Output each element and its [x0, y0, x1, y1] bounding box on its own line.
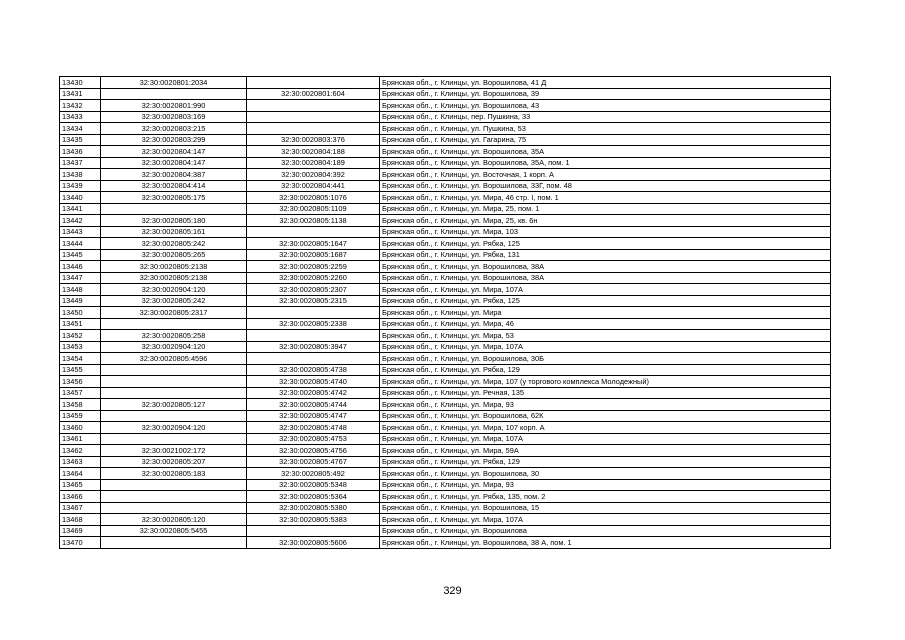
land-cadastral-number-cell: 32:30:0020805:207	[101, 456, 247, 468]
land-cadastral-number-cell: 32:30:0020904:120	[101, 284, 247, 296]
row-number-cell: 13461	[60, 433, 101, 445]
land-cadastral-number-cell	[101, 479, 247, 491]
address-cell: Брянская обл., г. Клинцы, ул. Рябка, 129	[380, 456, 831, 468]
land-cadastral-number-cell: 32:30:0020805:180	[101, 215, 247, 227]
object-cadastral-number-cell	[247, 226, 380, 238]
row-number-cell: 13445	[60, 249, 101, 261]
row-number-cell: 13440	[60, 192, 101, 204]
row-number-cell: 13431	[60, 88, 101, 100]
row-number-cell: 13442	[60, 215, 101, 227]
land-cadastral-number-cell	[101, 376, 247, 388]
address-cell: Брянская обл., г. Клинцы, ул. Ворошилова, 38 А, пом. 1	[380, 537, 831, 549]
table-row	[60, 123, 831, 135]
row-number-cell: 13432	[60, 100, 101, 112]
row-number-cell: 13439	[60, 180, 101, 192]
land-cadastral-number-cell: 32:30:0020805:5455	[101, 525, 247, 537]
table-row	[60, 353, 831, 365]
address-cell: Брянская обл., г. Клинцы, ул. Рябка, 135, пом. 2	[380, 491, 831, 503]
row-number-cell: 13454	[60, 353, 101, 365]
table-row	[60, 157, 831, 169]
land-cadastral-number-cell: 32:30:0020803:299	[101, 134, 247, 146]
address-cell: Брянская обл., г. Клинцы, ул. Ворошилова, 15	[380, 502, 831, 514]
row-number-cell: 13451	[60, 318, 101, 330]
row-number-cell: 13441	[60, 203, 101, 215]
address-cell: Брянская обл., г. Клинцы, ул. Мира, 53	[380, 330, 831, 342]
object-cadastral-number-cell: 32:30:0020805:5606	[247, 537, 380, 549]
address-cell: Брянская обл., г. Клинцы, ул. Мира, 25, кв. 6н	[380, 215, 831, 227]
land-cadastral-number-cell	[101, 203, 247, 215]
table-row	[60, 422, 831, 434]
object-cadastral-number-cell: 32:30:0020801:604	[247, 88, 380, 100]
table-row	[60, 399, 831, 411]
table-row	[60, 525, 831, 537]
table-row	[60, 445, 831, 457]
row-number-cell: 13460	[60, 422, 101, 434]
row-number-cell: 13446	[60, 261, 101, 273]
object-cadastral-number-cell: 32:30:0020805:2260	[247, 272, 380, 284]
table-row	[60, 284, 831, 296]
object-cadastral-number-cell: 32:30:0020805:2315	[247, 295, 380, 307]
land-cadastral-number-cell	[101, 318, 247, 330]
object-cadastral-number-cell: 32:30:0020805:2259	[247, 261, 380, 273]
object-cadastral-number-cell: 32:30:0020805:1109	[247, 203, 380, 215]
object-cadastral-number-cell: 32:30:0020805:4740	[247, 376, 380, 388]
object-cadastral-number-cell: 32:30:0020805:5348	[247, 479, 380, 491]
table-row	[60, 318, 831, 330]
table-row	[60, 111, 831, 123]
table-row	[60, 238, 831, 250]
table-row	[60, 134, 831, 146]
object-cadastral-number-cell: 32:30:0020805:4767	[247, 456, 380, 468]
land-cadastral-number-cell	[101, 491, 247, 503]
row-number-cell: 13453	[60, 341, 101, 353]
land-cadastral-number-cell: 32:30:0020904:120	[101, 422, 247, 434]
row-number-cell: 13436	[60, 146, 101, 158]
land-cadastral-number-cell	[101, 433, 247, 445]
row-number-cell: 13463	[60, 456, 101, 468]
row-number-cell: 13430	[60, 77, 101, 89]
address-cell: Брянская обл., г. Клинцы, пер. Пушкина, 33	[380, 111, 831, 123]
object-cadastral-number-cell: 32:30:0020805:5364	[247, 491, 380, 503]
row-number-cell: 13465	[60, 479, 101, 491]
object-cadastral-number-cell: 32:30:0020804:189	[247, 157, 380, 169]
object-cadastral-number-cell: 32:30:0020803:376	[247, 134, 380, 146]
row-number-cell: 13458	[60, 399, 101, 411]
address-cell: Брянская обл., г. Клинцы, ул. Мира, 103	[380, 226, 831, 238]
land-cadastral-number-cell: 32:30:0020805:242	[101, 238, 247, 250]
table-row	[60, 249, 831, 261]
land-cadastral-number-cell: 32:30:0020805:183	[101, 468, 247, 480]
row-number-cell: 13450	[60, 307, 101, 319]
object-cadastral-number-cell: 32:30:0020805:4744	[247, 399, 380, 411]
table-row	[60, 364, 831, 376]
object-cadastral-number-cell: 32:30:0020805:1687	[247, 249, 380, 261]
row-number-cell: 13443	[60, 226, 101, 238]
object-cadastral-number-cell: 32:30:0020804:188	[247, 146, 380, 158]
address-cell: Брянская обл., г. Клинцы, ул. Рябка, 131	[380, 249, 831, 261]
address-cell: Брянская обл., г. Клинцы, ул. Мира, 93	[380, 399, 831, 411]
address-cell: Брянская обл., г. Клинцы, ул. Ворошилова	[380, 525, 831, 537]
address-cell: Брянская обл., г. Клинцы, ул. Мира, 46 стр. I, пом. 1	[380, 192, 831, 204]
address-cell: Брянская обл., г. Клинцы, ул. Мира, 46	[380, 318, 831, 330]
land-cadastral-number-cell: 32:30:0020805:242	[101, 295, 247, 307]
table-row	[60, 272, 831, 284]
address-cell: Брянская обл., г. Клинцы, ул. Речная, 135	[380, 387, 831, 399]
table-row	[60, 502, 831, 514]
row-number-cell: 13455	[60, 364, 101, 376]
row-number-cell: 13438	[60, 169, 101, 181]
land-cadastral-number-cell: 32:30:0020804:147	[101, 146, 247, 158]
object-cadastral-number-cell	[247, 330, 380, 342]
address-cell: Брянская обл., г. Клинцы, ул. Ворошилова, 35А	[380, 146, 831, 158]
address-cell: Брянская обл., г. Клинцы, ул. Мира, 59А	[380, 445, 831, 457]
page-number: 329	[443, 585, 462, 597]
land-cadastral-number-cell: 32:30:0020805:175	[101, 192, 247, 204]
table-row	[60, 88, 831, 100]
registry-table	[59, 76, 831, 549]
land-cadastral-number-cell: 32:30:0021002:172	[101, 445, 247, 457]
object-cadastral-number-cell: 32:30:0020805:1647	[247, 238, 380, 250]
object-cadastral-number-cell: 32:30:0020805:5380	[247, 502, 380, 514]
address-cell: Брянская обл., г. Клинцы, ул. Ворошилова, 30Б	[380, 353, 831, 365]
row-number-cell: 13444	[60, 238, 101, 250]
object-cadastral-number-cell: 32:30:0020805:3947	[247, 341, 380, 353]
table-row	[60, 77, 831, 89]
object-cadastral-number-cell: 32:30:0020805:4748	[247, 422, 380, 434]
table-row	[60, 479, 831, 491]
object-cadastral-number-cell	[247, 307, 380, 319]
address-cell: Брянская обл., г. Клинцы, ул. Ворошилова, 62К	[380, 410, 831, 422]
address-cell: Брянская обл., г. Клинцы, ул. Мира	[380, 307, 831, 319]
address-cell: Брянская обл., г. Клинцы, ул. Мира, 107 корп. А	[380, 422, 831, 434]
row-number-cell: 13459	[60, 410, 101, 422]
address-cell: Брянская обл., г. Клинцы, ул. Пушкина, 53	[380, 123, 831, 135]
table-row	[60, 387, 831, 399]
land-cadastral-number-cell: 32:30:0020805:4596	[101, 353, 247, 365]
address-cell: Брянская обл., г. Клинцы, ул. Восточная, 1 корп. А	[380, 169, 831, 181]
land-cadastral-number-cell: 32:30:0020803:169	[101, 111, 247, 123]
land-cadastral-number-cell: 32:30:0020805:127	[101, 399, 247, 411]
object-cadastral-number-cell	[247, 77, 380, 89]
table-row	[60, 376, 831, 388]
address-cell: Брянская обл., г. Клинцы, ул. Ворошилова, 38А	[380, 261, 831, 273]
row-number-cell: 13452	[60, 330, 101, 342]
land-cadastral-number-cell	[101, 502, 247, 514]
land-cadastral-number-cell	[101, 364, 247, 376]
row-number-cell: 13437	[60, 157, 101, 169]
address-cell: Брянская обл., г. Клинцы, ул. Мира, 107А	[380, 433, 831, 445]
table-row	[60, 456, 831, 468]
object-cadastral-number-cell: 32:30:0020804:441	[247, 180, 380, 192]
land-cadastral-number-cell	[101, 537, 247, 549]
table-row	[60, 433, 831, 445]
object-cadastral-number-cell	[247, 353, 380, 365]
address-cell: Брянская обл., г. Клинцы, ул. Мира, 107А	[380, 284, 831, 296]
row-number-cell: 13462	[60, 445, 101, 457]
land-cadastral-number-cell: 32:30:0020801:2034	[101, 77, 247, 89]
object-cadastral-number-cell	[247, 123, 380, 135]
address-cell: Брянская обл., г. Клинцы, ул. Ворошилова, 39	[380, 88, 831, 100]
object-cadastral-number-cell	[247, 100, 380, 112]
address-cell: Брянская обл., г. Клинцы, ул. Рябка, 125	[380, 238, 831, 250]
row-number-cell: 13469	[60, 525, 101, 537]
object-cadastral-number-cell: 32:30:0020805:2307	[247, 284, 380, 296]
land-cadastral-number-cell: 32:30:0020804:387	[101, 169, 247, 181]
table-row	[60, 261, 831, 273]
row-number-cell: 13457	[60, 387, 101, 399]
land-cadastral-number-cell: 32:30:0020805:161	[101, 226, 247, 238]
table-row	[60, 169, 831, 181]
object-cadastral-number-cell: 32:30:0020805:4753	[247, 433, 380, 445]
object-cadastral-number-cell: 32:30:0020804:392	[247, 169, 380, 181]
address-cell: Брянская обл., г. Клинцы, ул. Ворошилова, 43	[380, 100, 831, 112]
address-cell: Брянская обл., г. Клинцы, ул. Ворошилова, 33Г, пом. 48	[380, 180, 831, 192]
object-cadastral-number-cell	[247, 525, 380, 537]
address-cell: Брянская обл., г. Клинцы, ул. Мира, 107 (у торгового комплекса Молодежный)	[380, 376, 831, 388]
land-cadastral-number-cell: 32:30:0020803:215	[101, 123, 247, 135]
row-number-cell: 13468	[60, 514, 101, 526]
address-cell: Брянская обл., г. Клинцы, ул. Мира, 107А	[380, 341, 831, 353]
land-cadastral-number-cell: 32:30:0020805:265	[101, 249, 247, 261]
table-row	[60, 307, 831, 319]
registry-table-body	[60, 77, 831, 549]
object-cadastral-number-cell: 32:30:0020805:1138	[247, 215, 380, 227]
address-cell: Брянская обл., г. Клинцы, ул. Ворошилова, 35А, пом. 1	[380, 157, 831, 169]
address-cell: Брянская обл., г. Клинцы, ул. Рябка, 129	[380, 364, 831, 376]
land-cadastral-number-cell: 32:30:0020805:120	[101, 514, 247, 526]
land-cadastral-number-cell: 32:30:0020805:2138	[101, 272, 247, 284]
table-row	[60, 203, 831, 215]
land-cadastral-number-cell: 32:30:0020804:414	[101, 180, 247, 192]
table-row	[60, 330, 831, 342]
table-row	[60, 491, 831, 503]
table-row	[60, 180, 831, 192]
object-cadastral-number-cell: 32:30:0020805:492	[247, 468, 380, 480]
object-cadastral-number-cell: 32:30:0020805:5383	[247, 514, 380, 526]
object-cadastral-number-cell: 32:30:0020805:4756	[247, 445, 380, 457]
land-cadastral-number-cell	[101, 410, 247, 422]
land-cadastral-number-cell: 32:30:0020805:258	[101, 330, 247, 342]
address-cell: Брянская обл., г. Клинцы, ул. Рябка, 125	[380, 295, 831, 307]
table-row	[60, 410, 831, 422]
address-cell: Брянская обл., г. Клинцы, ул. Мира, 107А	[380, 514, 831, 526]
table-row	[60, 537, 831, 549]
row-number-cell: 13434	[60, 123, 101, 135]
row-number-cell: 13456	[60, 376, 101, 388]
address-cell: Брянская обл., г. Клинцы, ул. Ворошилова, 30	[380, 468, 831, 480]
row-number-cell: 13448	[60, 284, 101, 296]
table-row	[60, 146, 831, 158]
object-cadastral-number-cell	[247, 111, 380, 123]
object-cadastral-number-cell: 32:30:0020805:2338	[247, 318, 380, 330]
land-cadastral-number-cell	[101, 387, 247, 399]
table-row	[60, 192, 831, 204]
land-cadastral-number-cell: 32:30:0020904:120	[101, 341, 247, 353]
table-row	[60, 100, 831, 112]
object-cadastral-number-cell: 32:30:0020805:4742	[247, 387, 380, 399]
row-number-cell: 13467	[60, 502, 101, 514]
row-number-cell: 13470	[60, 537, 101, 549]
address-cell: Брянская обл., г. Клинцы, ул. Ворошилова, 41 Д	[380, 77, 831, 89]
object-cadastral-number-cell: 32:30:0020805:4747	[247, 410, 380, 422]
address-cell: Брянская обл., г. Клинцы, ул. Мира, 93	[380, 479, 831, 491]
table-row	[60, 341, 831, 353]
row-number-cell: 13435	[60, 134, 101, 146]
address-cell: Брянская обл., г. Клинцы, ул. Мира, 25, пом. 1	[380, 203, 831, 215]
land-cadastral-number-cell: 32:30:0020805:2138	[101, 261, 247, 273]
row-number-cell: 13449	[60, 295, 101, 307]
row-number-cell: 13464	[60, 468, 101, 480]
row-number-cell: 13447	[60, 272, 101, 284]
row-number-cell: 13433	[60, 111, 101, 123]
table-row	[60, 514, 831, 526]
land-cadastral-number-cell: 32:30:0020804:147	[101, 157, 247, 169]
table-row	[60, 295, 831, 307]
address-cell: Брянская обл., г. Клинцы, ул. Гагарина, 75	[380, 134, 831, 146]
land-cadastral-number-cell	[101, 88, 247, 100]
land-cadastral-number-cell: 32:30:0020801:990	[101, 100, 247, 112]
table-row	[60, 468, 831, 480]
table-row	[60, 226, 831, 238]
object-cadastral-number-cell: 32:30:0020805:1076	[247, 192, 380, 204]
address-cell: Брянская обл., г. Клинцы, ул. Ворошилова, 38А	[380, 272, 831, 284]
row-number-cell: 13466	[60, 491, 101, 503]
table-row	[60, 215, 831, 227]
object-cadastral-number-cell: 32:30:0020805:4738	[247, 364, 380, 376]
land-cadastral-number-cell: 32:30:0020805:2317	[101, 307, 247, 319]
